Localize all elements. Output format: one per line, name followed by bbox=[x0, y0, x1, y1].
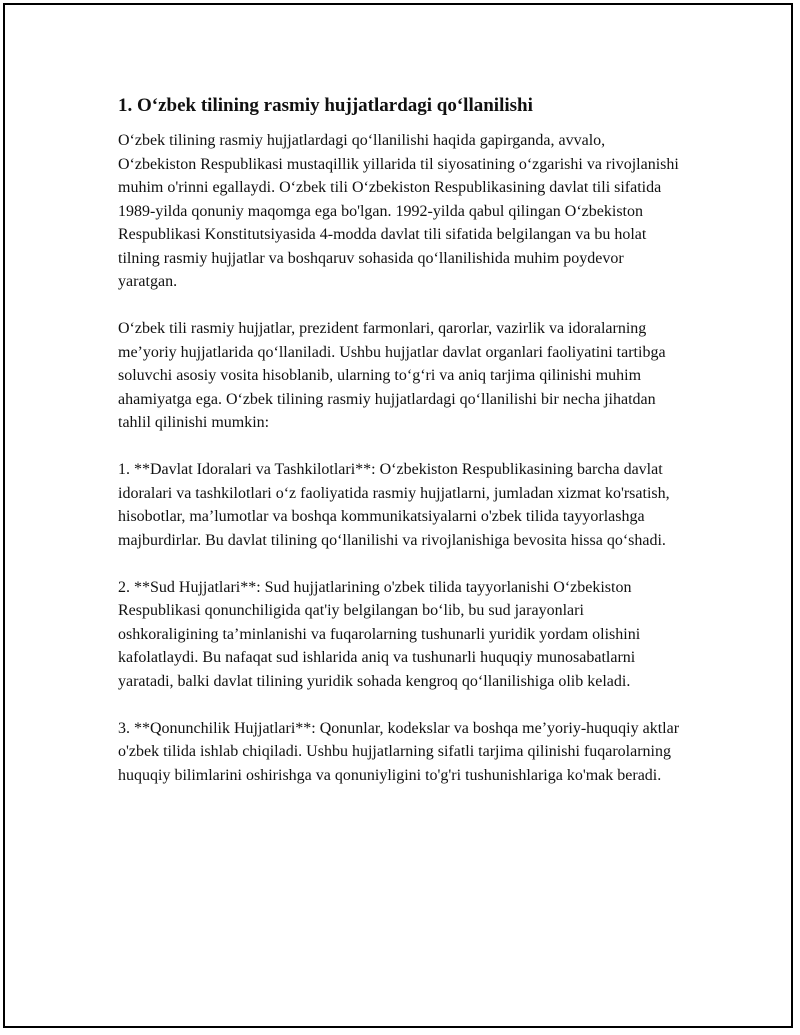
paragraph-item-1: 1. **Davlat Idoralari va Tashkilotlari**: O‘zbekiston Respublikasining barcha davlat idoralari va tashkilotlari o‘z faoliyatida rasmiy hujjatlarni, jumladan xizmat ko'rsatish, hisobotlar, ma’lumotlar va boshqa kommunikatsiyalarni o'zbek tilida tayyorlashga majburdirlar. Bu davlat tilining qo‘llanilishi va rivojlanishiga bevosita hissa qo‘shadi. bbox=[118, 461, 670, 549]
paragraph-item-3: 3. **Qonunchilik Hujjatlari**: Qonunlar, kodekslar va boshqa me’yoriy-huquqiy aktlar o'zbek tilida ishlab chiqiladi. Ushbu hujjatlarning sifatli tarjima qilinishi fuqarolarning huquqiy bilimlarini oshirishga va qonuniyligini to'g'ri tushunishlariga ko'mak beradi. bbox=[118, 719, 680, 784]
paragraph-intro: O‘zbek tilining rasmiy hujjatlardagi qo‘llanilishi haqida gapirganda, avvalo, O‘zbekiston Respublikasi mustaqillik yillarida til siyosatining o‘zgarishi va rivojlanishi muhim o'rinni egallaydi. O‘zbek tili O‘zbekiston Respublikasining davlat tili sifatida 1989-yilda qonuniy maqomga ega bo'lgan. 1992-yilda qabul qilingan O‘zbekiston Respublikasi Konstitutsiyasida 4-modda davlat tili sifatida belgilangan va bu holat tilning rasmiy hujjatlar va boshqaruv sohasida qo‘llanilishida muhim poydevor yaratgan. bbox=[118, 132, 679, 290]
paragraph-usage: O‘zbek tili rasmiy hujjatlar, prezident farmonlari, qarorlar, vazirlik va idoralarning me’yoriy hujjatlarida qo‘llaniladi. Ushbu hujjatlar davlat organlari faoliyatini tartibga soluvchi asosiy vosita hisoblanib, ularning to‘g‘ri va aniq tarjima qilinishi muhim ahamiyatga ega. O‘zbek tilining rasmiy hujjatlardagi qo‘llanilishi bir necha jihatdan tahlil qilinishi mumkin: bbox=[118, 320, 666, 431]
paragraph-item-2: 2. **Sud Hujjatlari**: Sud hujjatlarining o'zbek tilida tayyorlanishi O‘zbekiston Respublikasi qonunchiligida qat'iy belgilangan bo‘lib, bu sud jarayonlari oshkoraligining ta’minlanishi va fuqarolarning tushunarli yuridik yordam olishini kafolatlaydi. Bu nafaqat sud ishlarida aniq va tushunarli huquqiy munosabatlarni yaratadi, balki davlat tilining yuridik sohada kengroq qo‘llanilishiga olib keladi. bbox=[118, 578, 641, 690]
document-body bbox=[118, 94, 683, 811]
section-heading: 1. O‘zbek tilining rasmiy hujjatlardagi qo‘llanilishi bbox=[118, 95, 533, 116]
